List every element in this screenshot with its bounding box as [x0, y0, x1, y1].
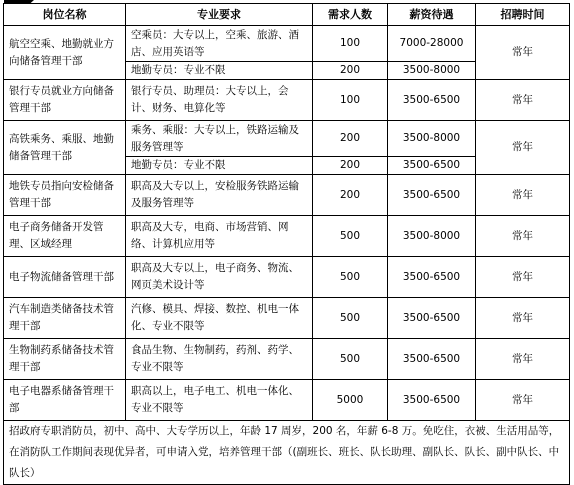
footnote-text: 招政府专职消防员，初中、高中、大专学历以上，年龄 17 周岁，200 名，年薪 6-8 万。免吃住，衣被、生活用品等，在消防队工作期间表现优异者，可申请入党，培养管理干部（(副班长、班长、队长助理、副队长、队长、副中队长、中队长） — [4, 421, 570, 485]
time-cell: 常年 — [476, 216, 570, 257]
position-cell: 航空空乘、地勤就业方向储备管理干部 — [4, 26, 126, 80]
time-cell: 常年 — [476, 257, 570, 298]
salary-cell: 3500-6500 — [388, 380, 476, 421]
salary-cell: 3500-6500 — [388, 339, 476, 380]
count-cell: 500 — [313, 257, 388, 298]
count-cell: 5000 — [313, 380, 388, 421]
requirement-cell: 空乘员：大专以上，空乘、旅游、酒店、应用英语等 — [126, 26, 313, 62]
count-cell: 500 — [313, 298, 388, 339]
time-cell: 常年 — [476, 339, 570, 380]
time-cell: 常年 — [476, 26, 570, 80]
requirement-cell: 食品生物、生物制药，药剂、药学、专业不限等 — [126, 339, 313, 380]
count-cell: 200 — [313, 121, 388, 157]
count-cell: 200 — [313, 157, 388, 175]
table-row — [4, 216, 570, 257]
requirement-cell: 银行专员、助理员：大专以上，会计、财务、电算化等 — [126, 80, 313, 121]
table-row — [4, 26, 570, 62]
count-cell: 500 — [313, 216, 388, 257]
recruitment-table — [3, 3, 570, 485]
table-row — [4, 380, 570, 421]
table-row — [4, 339, 570, 380]
position-cell: 地铁专员指向安检储备管理干部 — [4, 175, 126, 216]
table-row — [4, 121, 570, 157]
salary-cell: 3500-8000 — [388, 216, 476, 257]
salary-cell: 3500-8000 — [388, 62, 476, 80]
table-row — [4, 257, 570, 298]
count-cell: 100 — [313, 80, 388, 121]
position-cell: 银行专员就业方向储备管理干部 — [4, 80, 126, 121]
time-cell: 常年 — [476, 80, 570, 121]
salary-cell: 3500-6500 — [388, 257, 476, 298]
position-cell: 电子商务储备开发管理、区域经理 — [4, 216, 126, 257]
salary-cell: 3500-6500 — [388, 80, 476, 121]
requirement-cell: 汽修、模具、焊接、数控、机电一体化、专业不限等 — [126, 298, 313, 339]
header-count: 需求人数 — [313, 4, 388, 26]
requirement-cell: 职高及大专以上，安检服务铁路运输及服务管理等 — [126, 175, 313, 216]
header-row — [4, 4, 570, 26]
header-salary: 薪资待遇 — [388, 4, 476, 26]
requirement-cell: 职高及大专，电商、市场营销、网络、计算机应用等 — [126, 216, 313, 257]
position-cell: 生物制药系储备技术管理干部 — [4, 339, 126, 380]
salary-cell: 7000-28000 — [388, 26, 476, 62]
position-cell: 汽车制造类储备技术管理干部 — [4, 298, 126, 339]
footnote-row — [4, 421, 570, 485]
header-position: 岗位名称 — [4, 4, 126, 26]
requirement-cell: 乘务、乘服：大专以上，铁路运输及服务管理等 — [126, 121, 313, 157]
salary-cell: 3500-6500 — [388, 298, 476, 339]
salary-cell: 3500-8000 — [388, 121, 476, 157]
salary-cell: 3500-6500 — [388, 175, 476, 216]
header-time: 招聘时间 — [476, 4, 570, 26]
position-cell: 电子电器系储备管理干部 — [4, 380, 126, 421]
table-row — [4, 298, 570, 339]
count-cell: 200 — [313, 62, 388, 80]
position-cell: 高铁乘务、乘服、地勤储备管理干部 — [4, 121, 126, 175]
requirement-cell: 地勤专员：专业不限 — [126, 62, 313, 80]
requirement-cell: 地勤专员：专业不限 — [126, 157, 313, 175]
requirement-cell: 职高及大专以上，电子商务、物流、网页美术设计等 — [126, 257, 313, 298]
header-requirement: 专业要求 — [126, 4, 313, 26]
time-cell: 常年 — [476, 121, 570, 175]
time-cell: 常年 — [476, 175, 570, 216]
time-cell: 常年 — [476, 380, 570, 421]
table-row — [4, 175, 570, 216]
time-cell: 常年 — [476, 298, 570, 339]
count-cell: 500 — [313, 339, 388, 380]
position-cell: 电子物流储备管理干部 — [4, 257, 126, 298]
table-row — [4, 80, 570, 121]
count-cell: 100 — [313, 26, 388, 62]
count-cell: 200 — [313, 175, 388, 216]
requirement-cell: 职高以上，电子电工、机电一体化、专业不限等 — [126, 380, 313, 421]
salary-cell: 3500-6500 — [388, 157, 476, 175]
